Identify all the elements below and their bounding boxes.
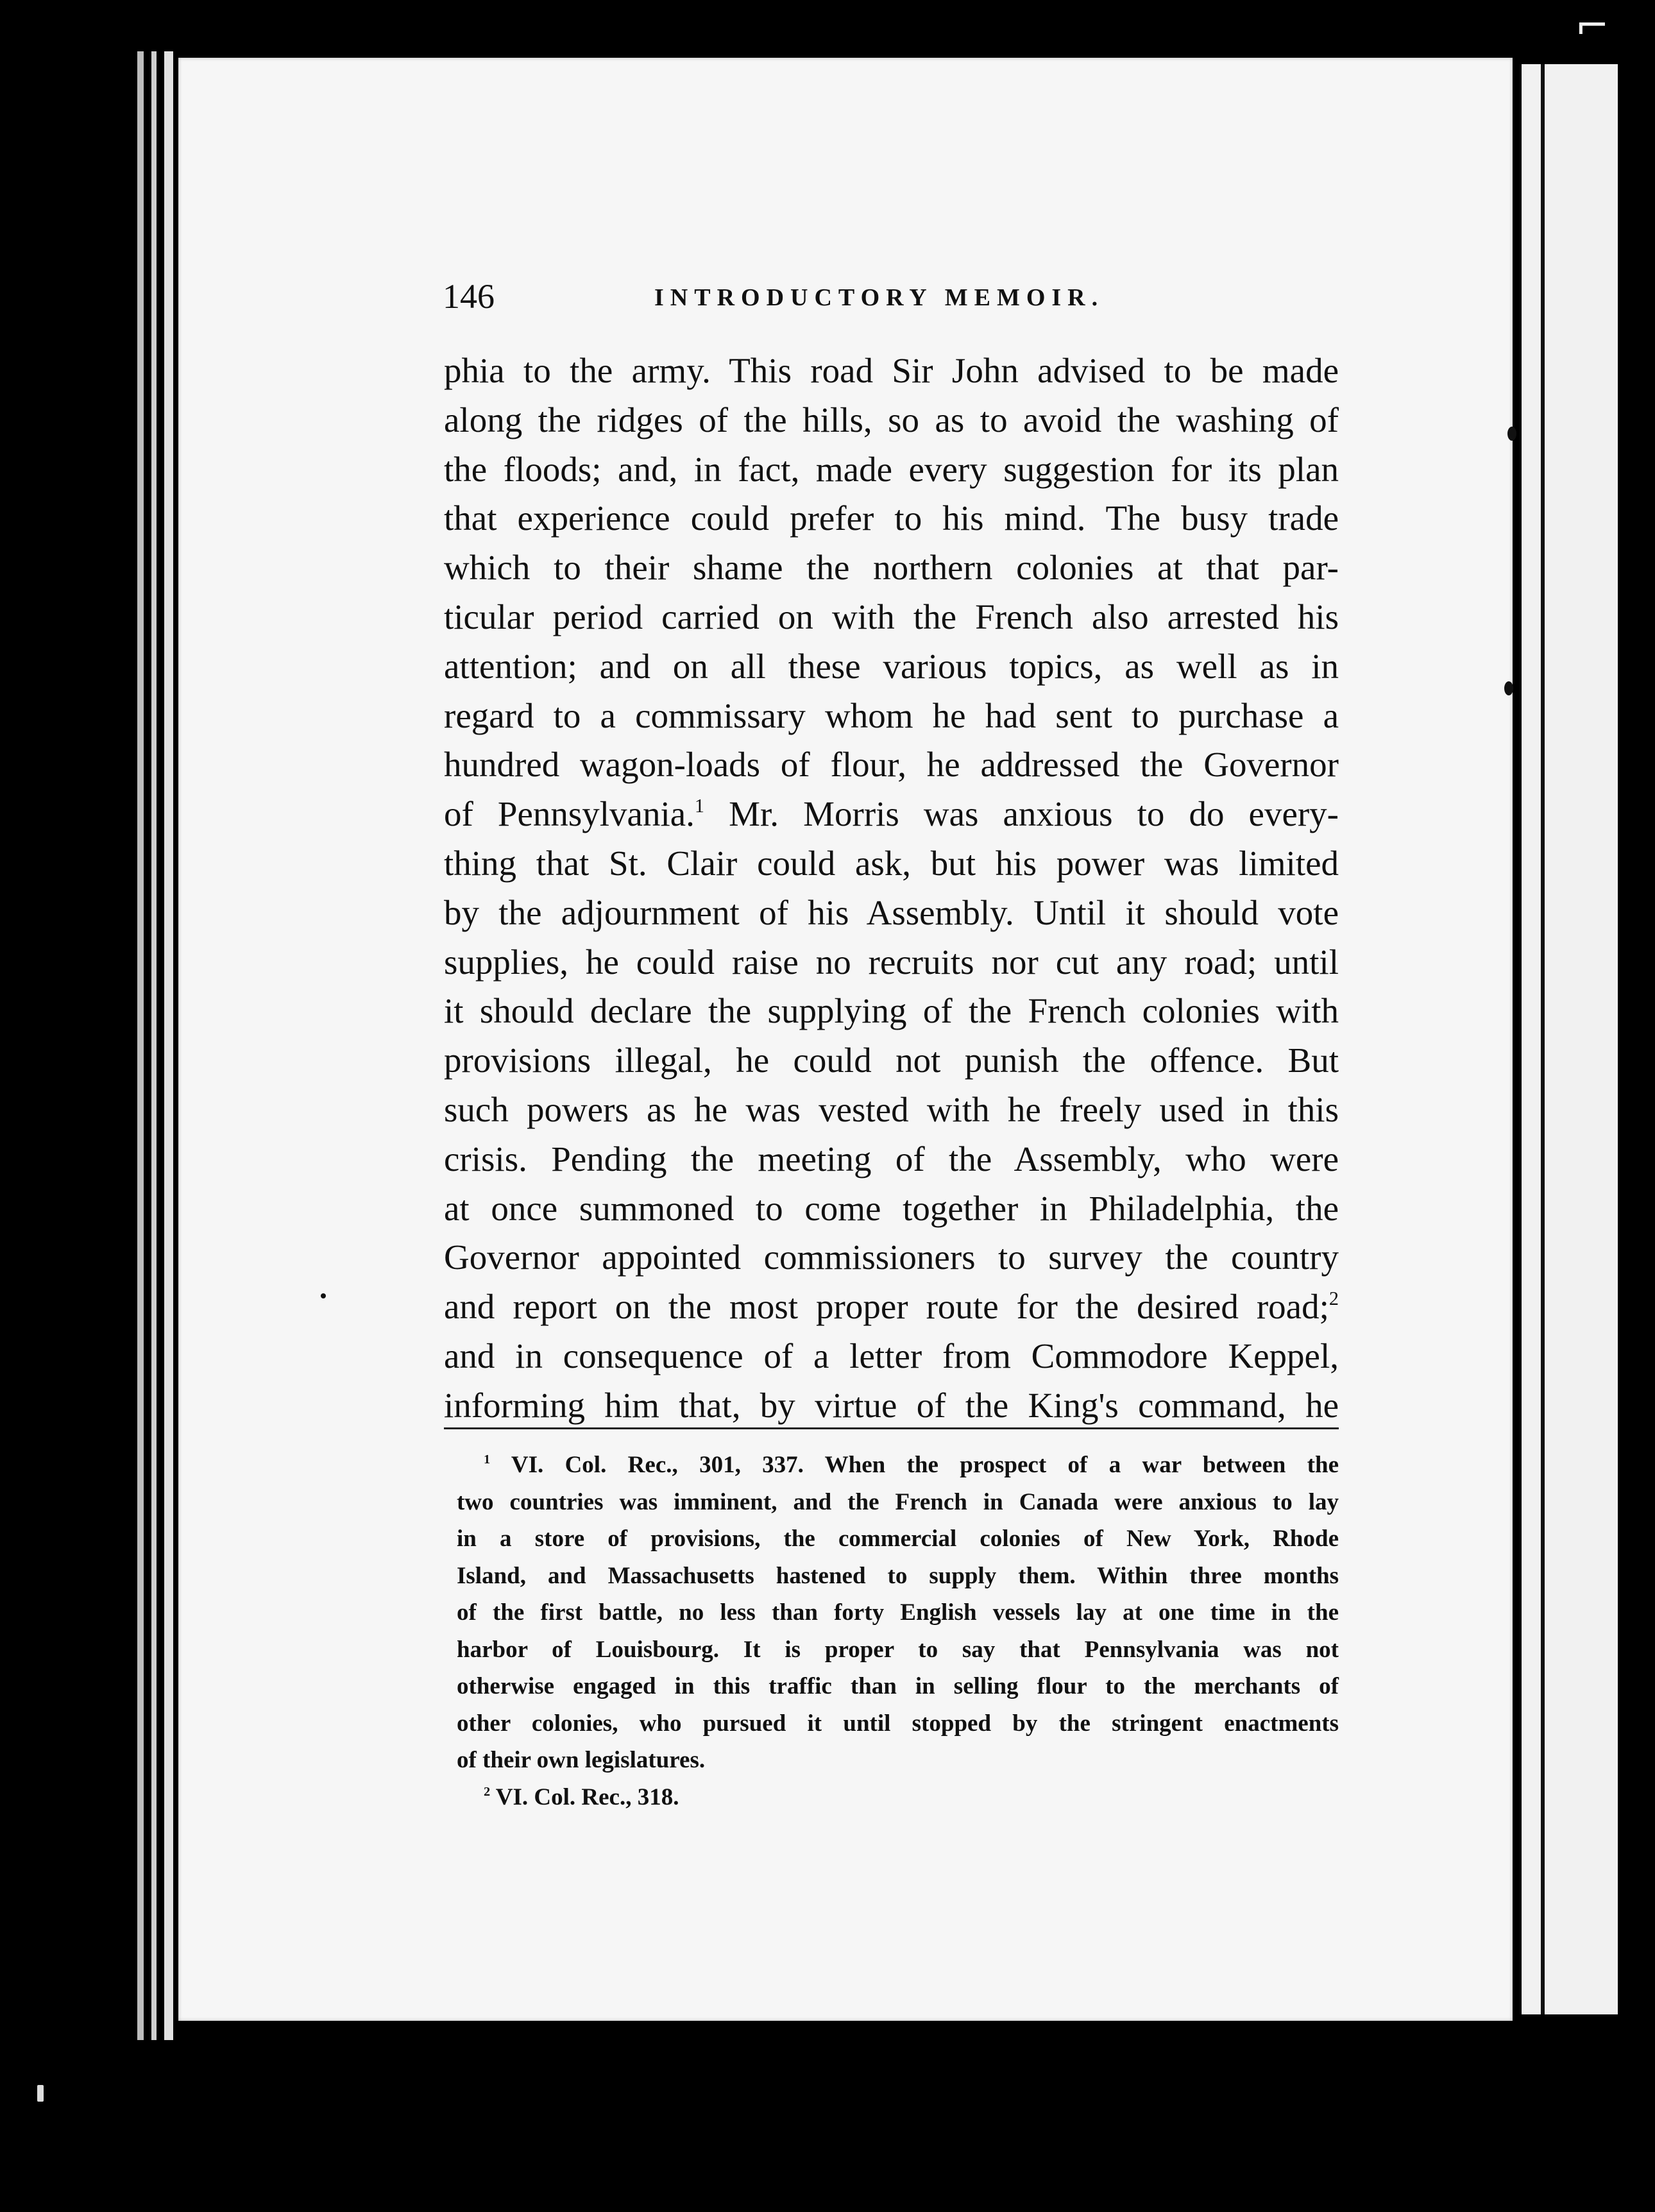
facing-page-edge xyxy=(1522,64,1618,2014)
body-line: which to their shame the northern colonies at that par- xyxy=(444,548,1339,588)
body-line: Governor appointed commissioners to survey the country xyxy=(444,1238,1339,1277)
body-line: at once summoned to come together in Philadelphia, the xyxy=(444,1188,1339,1228)
page-edge xyxy=(151,51,157,2040)
footnote-2-citation: VI. Col. Rec., 318. xyxy=(495,1783,679,1810)
footnote-1-line: harbor of Louisbourg. It is proper to say that Pennsylvania was not xyxy=(457,1636,1339,1663)
ink-speck xyxy=(1507,427,1516,441)
body-line-with-footnote xyxy=(444,1282,1339,1332)
footnote-1-citation: VI. Col. Rec., 301, 337. xyxy=(511,1452,804,1478)
body-line: thing that St. Clair could ask, but his power was limited xyxy=(444,843,1339,883)
footnote-1-line: of the first battle, no less than forty English vessels lay at one time in the xyxy=(457,1599,1339,1626)
body-line: regard to a commissary whom he had sent to purchase a xyxy=(444,695,1339,735)
body-line: informing him that, by virtue of the King's command, he xyxy=(444,1385,1339,1425)
body-line: ticular period carried on with the French also arrested his xyxy=(444,597,1339,636)
gutter-line xyxy=(1541,64,1545,2014)
body-line: hundred wagon-loads of flour, he addressed the Governor xyxy=(444,745,1339,785)
body-line: provisions illegal, he could not punish the offence. But xyxy=(444,1041,1339,1080)
body-line-text: of Pennsylvania. xyxy=(444,794,695,834)
footnotes xyxy=(457,1447,1339,1816)
body-line-text: Mr. Morris was anxious to do every- xyxy=(704,794,1339,834)
footnote-1-line xyxy=(457,1447,1339,1484)
body-line: the floods; and, in fact, made every suggestion for its plan xyxy=(444,449,1339,489)
footnote-2-line xyxy=(457,1779,1339,1816)
footnote-ref-1: 1 xyxy=(694,795,705,817)
body-line: that experience could prefer to his mind. The busy trade xyxy=(444,498,1339,538)
page-header xyxy=(443,277,1341,322)
page-number: 146 xyxy=(443,277,495,316)
footnote-rule xyxy=(444,1427,1339,1429)
body-line: such powers as he was vested with he freely used in this xyxy=(444,1089,1339,1129)
footnote-marker-2: 2 xyxy=(484,1784,491,1799)
body-line: along the ridges of the hills, so as to avoid the washing of xyxy=(444,400,1339,439)
footnote-1-line: in a store of provisions, the commercial colonies of New York, Rhode xyxy=(457,1526,1339,1552)
body-line-text: and report on the most proper route for the desired road; xyxy=(444,1287,1329,1327)
ink-speck xyxy=(1504,681,1513,695)
body-line: it should declare the supplying of the French colonies with xyxy=(444,991,1339,1031)
corner-mark: ⌐ xyxy=(1575,3,1609,50)
footnote-1-line: otherwise engaged in this traffic than in selling flour to the merchants of xyxy=(457,1673,1339,1699)
body-line-with-footnote xyxy=(444,790,1339,839)
footnote-1-line: of their own legislatures. xyxy=(457,1747,706,1773)
ink-speck xyxy=(321,1293,326,1298)
body-line: attention; and on all these various topics, as well as in xyxy=(444,646,1339,686)
page-edge xyxy=(137,51,144,2040)
body-line: and in consequence of a letter from Commodore Keppel, xyxy=(444,1336,1339,1375)
page-edge xyxy=(164,51,173,2040)
footnote-1-line: other colonies, who pursued it until stopped by the stringent enactments xyxy=(457,1710,1339,1737)
body-text xyxy=(444,346,1339,1431)
running-head: INTRODUCTORY MEMOIR. xyxy=(654,284,1105,311)
body-line: supplies, he could raise no recruits nor cut any road; until xyxy=(444,942,1339,982)
footnote-1-text: When the prospect of a war between the xyxy=(803,1452,1339,1478)
footnote-1-line: two countries was imminent, and the French in Canada were anxious to lay xyxy=(457,1488,1339,1515)
body-line: phia to the army. This road Sir John advised to be made xyxy=(444,351,1339,390)
body-line: crisis. Pending the meeting of the Assembly, who were xyxy=(444,1139,1339,1178)
footnote-1-line: Island, and Massachusetts hastened to supply them. Within three months xyxy=(457,1562,1339,1589)
footnote-ref-2: 2 xyxy=(1328,1287,1339,1309)
body-line: by the adjournment of his Assembly. Until it should vote xyxy=(444,892,1339,932)
ink-speck xyxy=(37,2085,44,2102)
footnote-marker-1: 1 xyxy=(484,1452,491,1467)
